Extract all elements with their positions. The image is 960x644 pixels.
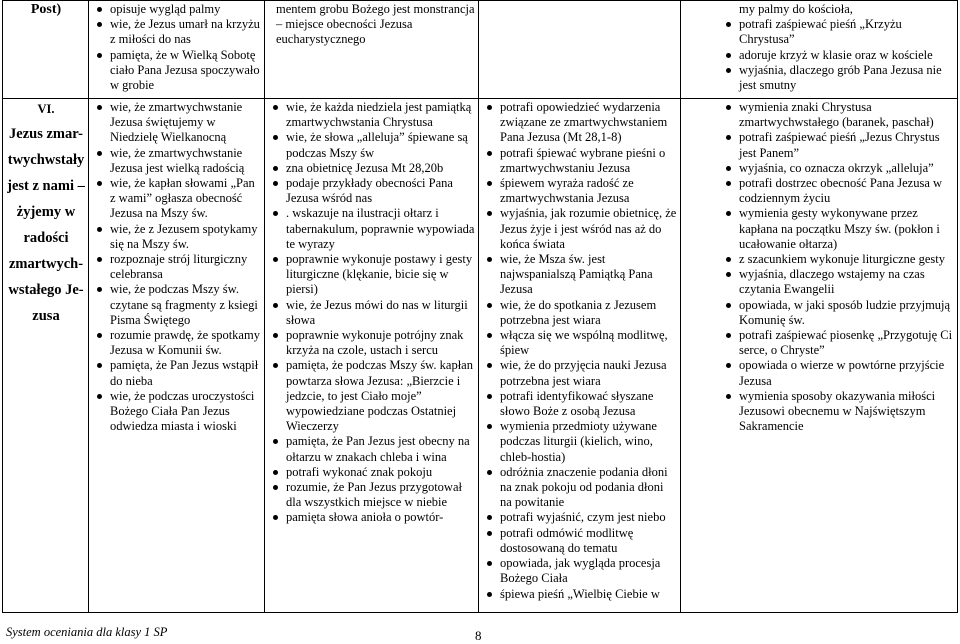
list-item: wie, że Msza św. jest najwspanialszą Pamiątką Pana Jezusa: [482, 252, 678, 298]
section-label: Post): [30, 2, 62, 17]
list-item: wie, że Jezus umarł na krzyżu z miłości do nas: [92, 17, 262, 47]
list-item: wie, że zmartwychwstanie Jezusa świętujemy w Niedzielę Wielkanocną: [92, 100, 262, 146]
list-item: wie, że do przyjęcia nauki Jezusa potrzebna jest wiara: [482, 358, 678, 388]
col2-top-text: mentem grobu Bożego jest monstrancja – miejsce obecności Jezusa eucharystycznego: [276, 2, 475, 47]
list-item: adoruje krzyż w klasie oraz w kościele: [721, 48, 955, 63]
section-title-line: zmartwych-: [8, 256, 84, 273]
list-item: wie, że słowa „alleluja” śpiewane są podczas Mszy św: [268, 130, 476, 160]
list-item: potrafi opowiedzieć wydarzenia związane ze zmartwychwstaniem Pana Jezusa (Mt 28,1-8): [482, 100, 678, 146]
col3-top-cell: [479, 1, 681, 99]
section-title-line: zusa: [32, 308, 60, 325]
list-item: potrafi zaśpiewać pieśń „Krzyżu Chrystusa”: [721, 17, 955, 47]
list-item: śpiewa pieśń „Wielbię Ciebie w: [482, 587, 678, 602]
section-title-line: radości: [23, 230, 69, 247]
list-item: wymienia znaki Chrystusa zmartwychwstałego (baranek, paschał): [721, 100, 955, 130]
col4-bottom-cell: [681, 99, 958, 613]
col1-top-cell: [89, 1, 265, 99]
table-row: [3, 99, 958, 613]
list-item: rozpoznaje strój liturgiczny celebransa: [92, 252, 262, 282]
col1-bottom-list: [92, 100, 262, 434]
list-item: wie, że Jezus mówi do nas w liturgii słowa: [268, 298, 476, 328]
list-item: z szacunkiem wykonuje liturgiczne gesty: [721, 252, 955, 267]
list-item: opowiada, jak wygląda procesja Bożego Ciała: [482, 556, 678, 586]
table-row: [3, 1, 958, 99]
list-item: zna obietnicę Jezusa Mt 28,20b: [268, 161, 476, 176]
list-item: . wskazuje na ilustracji ołtarz i tabernakulum, poprawnie wypowiada te wyrazy: [268, 206, 476, 252]
list-item: potrafi śpiewać wybrane pieśni o zmartwychwstaniu Jezusa: [482, 146, 678, 176]
col1-bottom-cell: [89, 99, 265, 613]
list-item: potrafi wyjaśnić, czym jest niebo: [482, 510, 678, 525]
section-label-cell: [3, 1, 89, 99]
list-item: potrafi zaśpiewać pieśń „Jezus Chrystus jest Panem”: [721, 130, 955, 160]
list-item: wie, że zmartwychwstanie Jezusa jest wielką radością: [92, 146, 262, 176]
section-title-line: jest z nami –: [7, 178, 85, 195]
footer-caption: System oceniania dla klasy 1 SP: [6, 625, 168, 639]
list-item: opowiada o wierze w powtórne przyjście Jezusa: [721, 358, 955, 388]
list-item: pamięta, że Pan Jezus wstąpił do nieba: [92, 358, 262, 388]
list-item: wie, że podczas Mszy św. czytane są fragmenty z ksiegi Pisma Świętego: [92, 282, 262, 328]
list-item: wymienia przedmioty używane podczas liturgii (kielich, wino, chleb-hostia): [482, 419, 678, 465]
col3-bottom-list: [482, 100, 678, 602]
list-item: wie, że każda niedziela jest pamiątką zmartwychwstania Chrystusa: [268, 100, 476, 130]
col4-bottom-list: [721, 100, 955, 434]
list-item: pamięta, że w Wielką Sobotę ciało Pana Jezusa spoczywało w grobie: [92, 48, 262, 94]
page-number: 8: [475, 628, 482, 643]
col1-top-list: [92, 2, 262, 93]
list-item: opowiada, w jaki sposób ludzie przyjmują Komunię św.: [721, 298, 955, 328]
section-title: [6, 121, 86, 329]
list-item: pamięta słowa anioła o powtór-: [268, 510, 476, 525]
list-item: wymienia sposoby okazywania miłości Jezusowi obecnemu w Najświętszym Sakramencie: [721, 389, 955, 435]
section-title-line: Jezus zmar-: [9, 126, 83, 143]
list-item: wie, że z Jezusem spotykamy się na Mszy św.: [92, 222, 262, 252]
list-item: wyjaśnia, jak rozumie obietnicę, że Jezus żyje i jest wśród nas aż do końca świata: [482, 206, 678, 252]
col2-top-cell: [265, 1, 479, 99]
list-item: opisuje wygląd palmy: [92, 2, 262, 17]
section-title-line: żyjemy w: [16, 204, 76, 221]
list-item: wymienia gesty wykonywane przez kapłana na początku Mszy św. (pokłon i ucałowanie ołtarza): [721, 206, 955, 252]
col3-bottom-cell: [479, 99, 681, 613]
list-item: wie, że kapłan słowami „Pan z wami” ogłasza obecność Jezusa na Mszy św.: [92, 176, 262, 222]
list-item: pamięta, że podczas Mszy św. kapłan powtarza słowa Jezusa: „Bierzcie i jedzcie, to jest Ciało moje” wypowiedziane podczas Ostatniej Wieczerzy: [268, 358, 476, 434]
list-item: poprawnie wykonuje potrójny znak krzyża na czole, ustach i sercu: [268, 328, 476, 358]
col4-top-list: [721, 2, 955, 93]
list-item: wie, że do spotkania z Jezusem potrzebna jest wiara: [482, 298, 678, 328]
section-title-cell: [3, 99, 89, 613]
list-item: śpiewem wyraża radość ze zmartwychwstania Jezusa: [482, 176, 678, 206]
list-item: odróżnia znaczenie podania dłoni na znak pokoju od podania dłoni na powitanie: [482, 465, 678, 511]
list-item: my palmy do kościoła,: [739, 2, 853, 16]
curriculum-table: [2, 0, 958, 613]
list-item: wyjaśnia, dlaczego grób Pana Jezusa nie jest smutny: [721, 63, 955, 93]
list-item: wie, że podczas uroczystości Bożego Ciała Pan Jezus odwiedza miasta i wioski: [92, 389, 262, 435]
list-item: wyjaśnia, dlaczego wstajemy na czas czytania Ewangelii: [721, 267, 955, 297]
list-item: włącza się we wspólną modlitwę, śpiew: [482, 328, 678, 358]
section-title-line: twychwstały: [7, 152, 85, 169]
section-roman: VI.: [37, 102, 55, 116]
list-item: wyjaśnia, co oznacza okrzyk „alleluja”: [721, 161, 955, 176]
list-item: rozumie, że Pan Jezus przygotował dla wszystkich miejsce w niebie: [268, 480, 476, 510]
list-item: podaje przykłady obecności Pana Jezusa wśród nas: [268, 176, 476, 206]
list-item: pamięta, że Pan Jezus jest obecny na ołtarzu w znakach chleba i wina: [268, 434, 476, 464]
col4-top-cell: [681, 1, 958, 99]
list-item: poprawnie wykonuje postawy i gesty liturgiczne (klękanie, bicie się w piersi): [268, 252, 476, 298]
list-item: potrafi identyfikować słyszane słowo Boże z osobą Jezusa: [482, 389, 678, 419]
list-item: potrafi wykonać znak pokoju: [268, 465, 476, 480]
col2-bottom-cell: [265, 99, 479, 613]
list-item: potrafi dostrzec obecność Pana Jezusa w codziennym życiu: [721, 176, 955, 206]
list-item: potrafi zaśpiewać piosenkę „Przygotuję Ci serce, o Chryste”: [721, 328, 955, 358]
list-item: potrafi odmówić modlitwę dostosowaną do tematu: [482, 526, 678, 556]
col2-bottom-list: [268, 100, 476, 526]
list-item: rozumie prawdę, że spotkamy Jezusa w Komunii św.: [92, 328, 262, 358]
section-title-line: wstałego Je-: [8, 282, 84, 299]
